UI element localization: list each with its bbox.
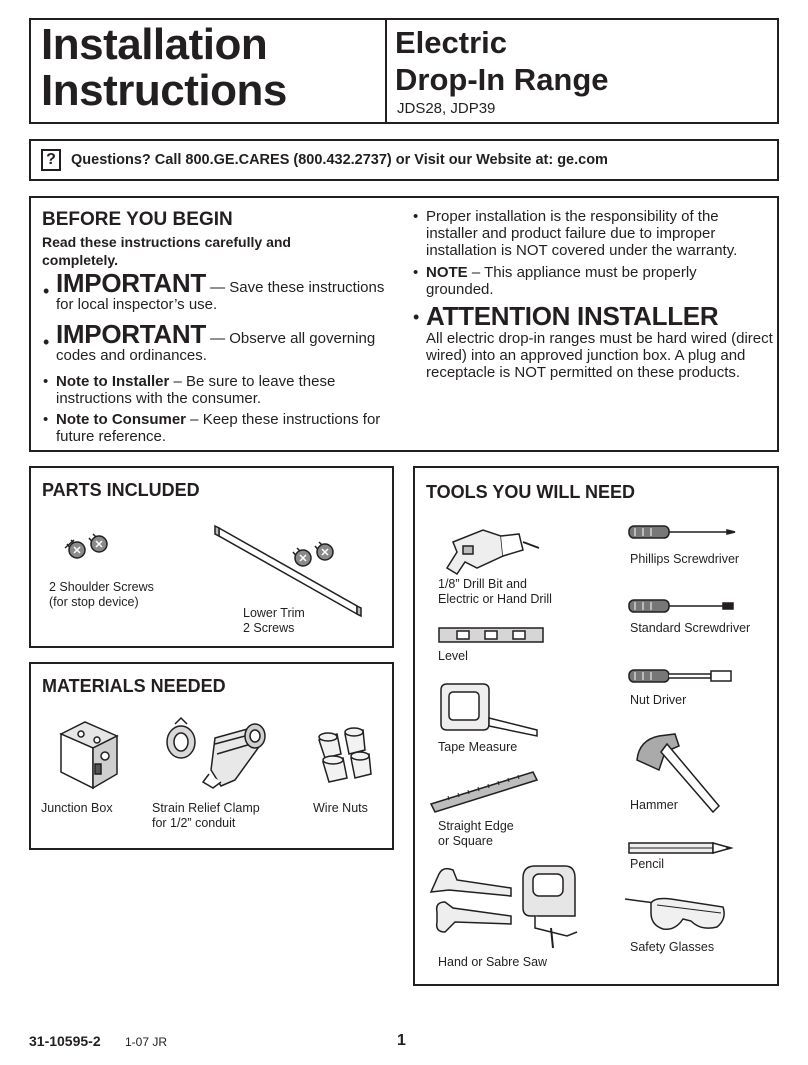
standard-screwdriver-label: Standard Screwdriver <box>630 621 751 635</box>
strain-relief-clamp-label <box>152 801 260 831</box>
document-code: 31-10595-2 <box>29 1033 101 1049</box>
materials-heading: MATERIALS NEEDED <box>42 676 226 696</box>
note-to-installer-label: Note to Installer <box>56 373 170 390</box>
shoulder-screws-icon <box>63 530 123 570</box>
model-numbers: JDS28, JDP39 <box>397 100 496 117</box>
drill-icon <box>443 522 543 578</box>
nut-driver-label: Nut Driver <box>630 693 687 707</box>
product-line-2: Drop-In Range <box>395 62 609 97</box>
before-you-begin-section <box>29 196 779 452</box>
strain-relief-line-2: for 1/2” conduit <box>152 816 236 830</box>
important-1-text: — Save these instructions for local inspector’s use. <box>56 279 385 313</box>
drill-line-2: Electric or Hand Drill <box>438 592 552 606</box>
header-divider <box>385 20 387 122</box>
note-to-consumer-label: Note to Consumer <box>56 411 187 428</box>
safety-glasses-icon <box>621 893 731 935</box>
proper-installation-note: • Proper installation is the responsibility of the installer and product failure due to improper installation is NOT covered under the warranty. <box>413 208 738 259</box>
intro-text: Read these instructions carefully and completely. <box>42 234 291 268</box>
questions-bar <box>29 139 779 181</box>
straight-edge-line-1: Straight Edge <box>438 819 514 833</box>
tools-section <box>413 466 779 986</box>
trim-screws-icon <box>289 538 349 578</box>
note-to-installer-text: – Be sure to leave these instructions with the consumer. <box>56 373 336 407</box>
note-to-consumer-text: – Keep these instructions for future reference. <box>56 411 381 445</box>
lower-trim-line-1: Lower Trim <box>243 606 305 620</box>
important-2: • IMPORTANT — Observe all governing codes and ordinances. <box>43 319 376 364</box>
wire-nuts-label: Wire Nuts <box>313 801 368 815</box>
straight-edge-icon <box>429 768 539 814</box>
grounding-note: • NOTE – This appliance must be properly grounded. <box>413 264 697 298</box>
tape-measure-icon <box>437 680 547 740</box>
lower-trim-line-2: 2 Screws <box>243 621 295 635</box>
questions-text: Questions? Call 800.GE.CARES (800.432.2737) or Visit our Website at: ge.com <box>71 152 608 168</box>
nut-driver-icon <box>627 666 737 688</box>
important-1-word: IMPORTANT <box>56 268 206 298</box>
title-line-1: Installation <box>41 20 268 69</box>
question-icon: ? <box>41 149 61 171</box>
shoulder-screws-line-1: 2 Shoulder Screws <box>49 580 154 594</box>
before-you-begin-heading: BEFORE YOU BEGIN <box>42 209 233 230</box>
standard-screwdriver-icon <box>627 596 737 618</box>
tape-measure-label: Tape Measure <box>438 740 518 754</box>
important-1: • IMPORTANT — Save these instructions for local inspector’s use. <box>43 268 385 313</box>
parts-included-section <box>29 466 394 648</box>
phillips-screwdriver-label: Phillips Screwdriver <box>630 552 740 566</box>
parts-heading: PARTS INCLUDED <box>42 480 200 500</box>
document-date: 1-07 JR <box>125 1035 168 1049</box>
level-label: Level <box>438 649 468 663</box>
note-text: – This appliance must be properly grounded. <box>426 264 697 298</box>
product-title <box>395 24 609 98</box>
phillips-screwdriver-icon <box>627 522 737 544</box>
junction-box-label: Junction Box <box>41 801 113 815</box>
straight-edge-label <box>438 819 514 849</box>
title-line-2: Instructions <box>41 66 287 115</box>
wire-nuts-icon <box>313 724 383 794</box>
note-label: NOTE <box>426 264 468 281</box>
proper-installation-text: Proper installation is the responsibility of the installer and product failure due to improper installation is NOT covered under the warranty. <box>426 208 738 259</box>
tools-heading: TOOLS YOU WILL NEED <box>426 482 636 502</box>
note-to-consumer: • Note to Consumer – Keep these instructions for future reference. <box>43 411 381 445</box>
attention-text: All electric drop-in ranges must be hard wired (direct wired) into an approved junction box. A plug and receptacle is NOT permitted on these products. <box>426 330 773 381</box>
straight-edge-line-2: or Square <box>438 834 493 848</box>
important-2-text: — Observe all governing codes and ordinances. <box>56 330 376 364</box>
saw-label: Hand or Sabre Saw <box>438 955 548 969</box>
pencil-label: Pencil <box>630 857 665 871</box>
drill-line-1: 1/8” Drill Bit and <box>438 577 527 591</box>
strain-relief-clamp-icon <box>159 714 279 794</box>
pencil-icon <box>627 840 737 856</box>
lower-trim-label <box>243 606 305 636</box>
document-title <box>41 22 287 114</box>
shoulder-screws-label <box>49 580 154 610</box>
materials-needed-section <box>29 662 394 850</box>
attention-heading: ATTENTION INSTALLER <box>426 301 719 331</box>
drill-label <box>438 577 552 607</box>
header-box <box>29 18 779 124</box>
page-number: 1 <box>397 1032 406 1049</box>
safety-glasses-label: Safety Glasses <box>630 940 715 954</box>
important-2-word: IMPORTANT <box>56 319 206 349</box>
junction-box-icon <box>55 716 125 796</box>
level-icon <box>437 626 547 646</box>
note-to-installer: • Note to Installer – Be sure to leave these instructions with the consumer. <box>43 373 336 407</box>
attention-installer: • ATTENTION INSTALLER All electric drop-in ranges must be hard wired (direct wired) into an approved junction box. A plug and receptacle is NOT permitted on these products. <box>426 302 776 381</box>
saw-icon <box>427 852 617 952</box>
hammer-label: Hammer <box>630 798 678 812</box>
strain-relief-line-1: Strain Relief Clamp <box>152 801 260 815</box>
shoulder-screws-line-2: (for stop device) <box>49 595 139 609</box>
product-line-1: Electric <box>395 25 508 60</box>
